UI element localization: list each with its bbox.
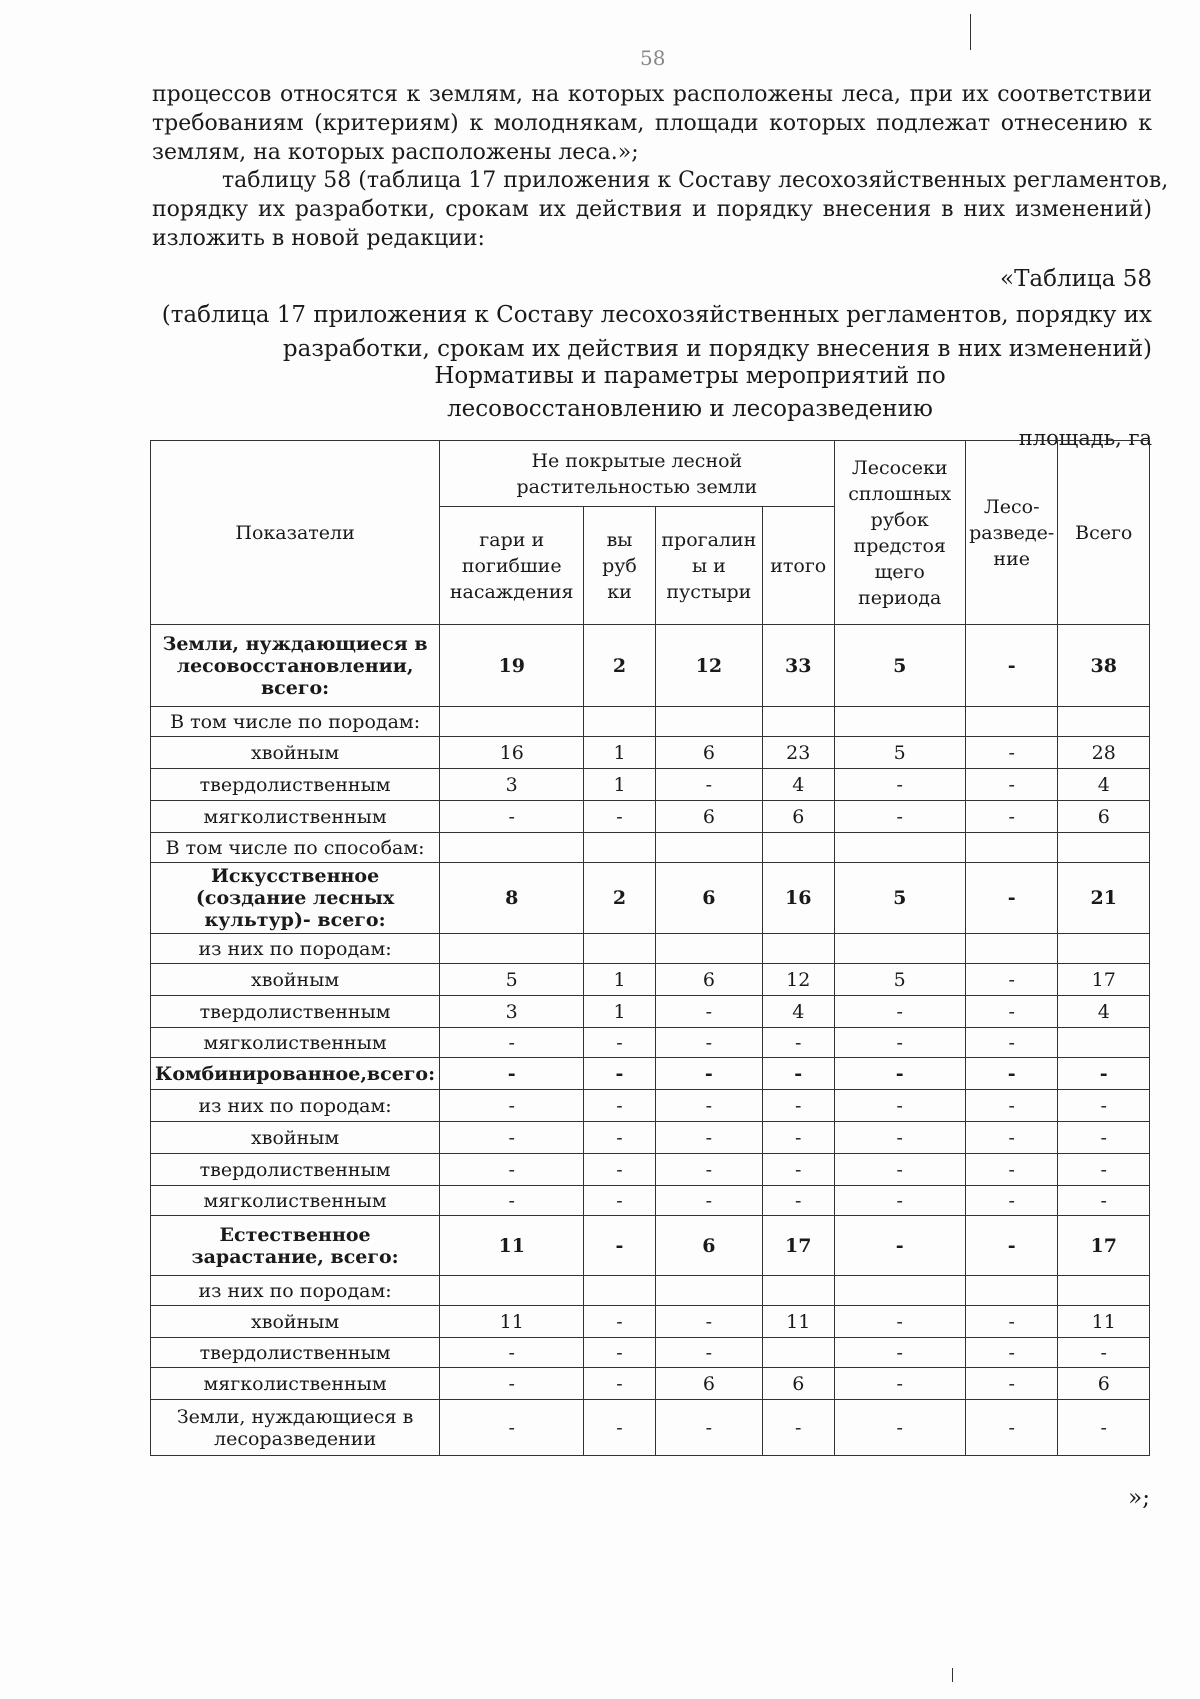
table-cell: - (1058, 1186, 1150, 1216)
table-row (151, 1216, 1150, 1276)
table-cell: - (655, 769, 762, 801)
table-cell: - (440, 1186, 584, 1216)
table-cell: - (440, 1400, 584, 1456)
table-cell: 6 (1058, 1368, 1150, 1400)
table-cell (965, 1276, 1058, 1306)
row-label: из них по породам: (151, 1276, 440, 1306)
table-cell: 6 (655, 801, 762, 833)
table-row (151, 1028, 1150, 1058)
table-cell: - (584, 1058, 656, 1090)
table-cell (655, 934, 762, 964)
table-cell: - (965, 1090, 1058, 1122)
table-cell: - (655, 1122, 762, 1154)
table-cell: - (965, 1216, 1058, 1276)
intro-paragraph (152, 80, 1152, 167)
units-label: площадь, га (1018, 426, 1152, 450)
table-cell: - (440, 1338, 584, 1368)
table-cell: - (584, 1368, 656, 1400)
table-cell (834, 934, 965, 964)
scan-mark-bottom (952, 1668, 953, 1682)
table-cell: 3 (440, 996, 584, 1028)
table-row (151, 863, 1150, 934)
table-cell: 5 (834, 737, 965, 769)
subcaption-line: разработки, срокам их действия и порядку внесения в них изменений) (282, 336, 1152, 362)
table-cell: - (1058, 1400, 1150, 1456)
table-cell: 6 (655, 964, 762, 996)
table-cell: 11 (762, 1306, 834, 1338)
row-label: В том числе по породам: (151, 707, 440, 737)
table-cell: - (965, 1400, 1058, 1456)
table-cell: 17 (762, 1216, 834, 1276)
table-cell: - (584, 1216, 656, 1276)
closing-quote: »; (1128, 1485, 1150, 1511)
table-cell: - (762, 1090, 834, 1122)
table-cell: 28 (1058, 737, 1150, 769)
header-cutovers: вы руб ки (584, 507, 656, 625)
table-cell: 38 (1058, 625, 1150, 707)
table-cell (762, 707, 834, 737)
table-cell: 1 (584, 769, 656, 801)
table-cell: 12 (762, 964, 834, 996)
table-cell: 1 (584, 737, 656, 769)
instruction-line: изложить в новой редакции: (152, 226, 485, 251)
header-glades: прогалин ы и пустыри (655, 507, 762, 625)
instruction-line: таблицу 58 (таблица 17 приложения к Составу лесохозяйственных регламентов, (222, 168, 1169, 193)
table-cell: - (762, 1400, 834, 1456)
table-cell: - (440, 801, 584, 833)
table-cell: - (834, 1216, 965, 1276)
table-cell: - (440, 1028, 584, 1058)
table-cell: - (584, 1154, 656, 1186)
row-label: мягколиственным (151, 1028, 440, 1058)
table-cell (655, 707, 762, 737)
table-cell: - (834, 1400, 965, 1456)
table-cell (834, 1276, 965, 1306)
table-cell (584, 707, 656, 737)
row-label: Искусственное (создание лесных культур)- всего: (151, 863, 440, 934)
table-row (151, 1090, 1150, 1122)
row-label: Естественное зарастание, всего: (151, 1216, 440, 1276)
table-cell (762, 1276, 834, 1306)
table-cell: 16 (762, 863, 834, 934)
table-cell: - (965, 801, 1058, 833)
table-cell: - (655, 996, 762, 1028)
table-cell: - (834, 1154, 965, 1186)
table-cell: - (834, 1306, 965, 1338)
table-row (151, 1058, 1150, 1090)
table-cell: 11 (1058, 1306, 1150, 1338)
row-label: твердолиственным (151, 996, 440, 1028)
table-row (151, 801, 1150, 833)
table-cell: 6 (655, 737, 762, 769)
table-cell: - (584, 1122, 656, 1154)
row-label: хвойным (151, 1122, 440, 1154)
table-cell: - (834, 1368, 965, 1400)
table-cell: - (440, 1122, 584, 1154)
intro-line: процессов относятся к землям, на которых расположены леса, при их соответствии (152, 82, 1152, 107)
row-label: Комбинированное,всего: (151, 1058, 440, 1090)
table-cell (965, 707, 1058, 737)
table-cell: 11 (440, 1306, 584, 1338)
table-row (151, 1154, 1150, 1186)
table-cell: - (965, 1028, 1058, 1058)
table-cell: 6 (655, 1368, 762, 1400)
table-cell (1058, 934, 1150, 964)
table-cell: 17 (1058, 1216, 1150, 1276)
table-cell: - (762, 1028, 834, 1058)
table-cell: - (965, 625, 1058, 707)
table-row (151, 1186, 1150, 1216)
table-cell (440, 833, 584, 863)
header-afforestation: Лесо- разведе- ние (965, 441, 1058, 625)
table-cell (440, 934, 584, 964)
table-cell: 6 (762, 1368, 834, 1400)
table-cell: - (655, 1306, 762, 1338)
table-body (151, 625, 1150, 1456)
table-cell: 5 (834, 625, 965, 707)
row-label: твердолиственным (151, 1154, 440, 1186)
table-cell: - (965, 1338, 1058, 1368)
scan-mark-top (970, 14, 971, 50)
table-cell (1058, 833, 1150, 863)
table-cell: 8 (440, 863, 584, 934)
table-cell: - (834, 1186, 965, 1216)
header-indicators: Показатели (151, 441, 440, 625)
row-label: мягколиственным (151, 1368, 440, 1400)
table-row (151, 737, 1150, 769)
intro-line: требованиям (критериям) к молоднякам, площади которых подлежат отнесению к (152, 111, 1152, 136)
table-cell: - (965, 1058, 1058, 1090)
table-cell (965, 833, 1058, 863)
table-title (400, 360, 980, 426)
table-cell (762, 934, 834, 964)
table-cell: - (655, 1058, 762, 1090)
table-cell (440, 707, 584, 737)
table-cell: - (655, 1186, 762, 1216)
table-cell: 33 (762, 625, 834, 707)
header-burnt: гари и погибшие насаждения (440, 507, 584, 625)
page-number: 58 (640, 46, 666, 70)
table-cell: 5 (440, 964, 584, 996)
table-cell (584, 833, 656, 863)
table-cell: 1 (584, 996, 656, 1028)
row-label: хвойным (151, 964, 440, 996)
table-row (151, 707, 1150, 737)
table-cell: 6 (1058, 801, 1150, 833)
row-label: мягколиственным (151, 801, 440, 833)
table-cell: - (584, 1090, 656, 1122)
table-cell: - (762, 1186, 834, 1216)
table-cell: 6 (762, 801, 834, 833)
table-cell: - (834, 1090, 965, 1122)
table-cell (1058, 707, 1150, 737)
table-cell: - (655, 1400, 762, 1456)
table-cell: 6 (655, 863, 762, 934)
instruction-paragraph (152, 166, 1169, 253)
table-cell: - (1058, 1154, 1150, 1186)
table-caption: «Таблица 58 (1000, 266, 1152, 292)
table-cell (834, 833, 965, 863)
table-row (151, 1276, 1150, 1306)
header-not-covered: Не покрытые лесной растительностью земли (440, 441, 834, 507)
table-cell: 19 (440, 625, 584, 707)
row-label: твердолиственным (151, 769, 440, 801)
table-subcaption (162, 298, 1152, 366)
row-label: хвойным (151, 1306, 440, 1338)
table-cell: 5 (834, 964, 965, 996)
row-label: твердолиственным (151, 1338, 440, 1368)
table-row (151, 1338, 1150, 1368)
table-cell: - (584, 1400, 656, 1456)
intro-line: землям, на которых расположены леса.»; (152, 140, 639, 165)
row-label: В том числе по способам: (151, 833, 440, 863)
table-cell: - (965, 1368, 1058, 1400)
table-cell: - (1058, 1122, 1150, 1154)
header-total: Всего (1058, 441, 1150, 625)
table-row (151, 769, 1150, 801)
table-cell: 2 (584, 863, 656, 934)
table-cell: - (655, 1028, 762, 1058)
table-cell: - (440, 1368, 584, 1400)
table-cell (655, 833, 762, 863)
table-row (151, 625, 1150, 707)
table-cell: 12 (655, 625, 762, 707)
table-row (151, 833, 1150, 863)
table-cell (1058, 1276, 1150, 1306)
table-row (151, 1306, 1150, 1338)
table-cell: - (762, 1154, 834, 1186)
table-cell: 23 (762, 737, 834, 769)
table-row (151, 1400, 1150, 1456)
table-cell: - (1058, 1090, 1150, 1122)
regulation-table (150, 440, 1150, 1456)
table-cell: - (834, 1338, 965, 1368)
table-cell: - (440, 1090, 584, 1122)
table-cell: 4 (1058, 769, 1150, 801)
table-cell: - (1058, 1338, 1150, 1368)
table-cell: - (965, 1122, 1058, 1154)
table-cell: - (965, 1306, 1058, 1338)
row-label: мягколиственным (151, 1186, 440, 1216)
table-cell: - (965, 996, 1058, 1028)
table-cell: - (762, 1122, 834, 1154)
table-cell: - (965, 863, 1058, 934)
table-cell: - (834, 801, 965, 833)
table-cell: - (834, 1028, 965, 1058)
table-cell: - (834, 996, 965, 1028)
table-cell (1058, 1028, 1150, 1058)
table-cell: - (834, 769, 965, 801)
table-cell: 5 (834, 863, 965, 934)
table-title-line: Нормативы и параметры мероприятий по (434, 363, 946, 389)
table-cell: 11 (440, 1216, 584, 1276)
row-label: из них по породам: (151, 1090, 440, 1122)
table-cell (834, 707, 965, 737)
table-cell: 4 (762, 996, 834, 1028)
table-title-line: лесовосстановлению и лесоразведению (447, 396, 933, 422)
table-cell: 21 (1058, 863, 1150, 934)
table-row (151, 1368, 1150, 1400)
table-cell: - (584, 801, 656, 833)
instruction-line: порядку их разработки, срокам их действия и порядку внесения в них изменений) (152, 197, 1152, 222)
table-cell: - (584, 1028, 656, 1058)
table-cell: 4 (1058, 996, 1150, 1028)
table-row (151, 996, 1150, 1028)
table-row (151, 964, 1150, 996)
table-cell (584, 1276, 656, 1306)
row-label: Земли, нуждающиеся в лесовосстановлении, всего: (151, 625, 440, 707)
row-label: Земли, нуждающиеся в лесоразведении (151, 1400, 440, 1456)
table-cell: 1 (584, 964, 656, 996)
row-label: хвойным (151, 737, 440, 769)
table-cell (965, 934, 1058, 964)
table-cell: - (440, 1058, 584, 1090)
table-cell (762, 833, 834, 863)
table-cell: 17 (1058, 964, 1150, 996)
table-cell: - (965, 737, 1058, 769)
table-cell: 3 (440, 769, 584, 801)
table-cell: - (834, 1122, 965, 1154)
header-clearcut: Лесосеки сплошных рубок предстоя щего периода (834, 441, 965, 625)
table-cell (762, 1338, 834, 1368)
table-cell: - (655, 1090, 762, 1122)
table-cell: - (834, 1058, 965, 1090)
table-cell: - (762, 1058, 834, 1090)
table-cell: 4 (762, 769, 834, 801)
table-cell (440, 1276, 584, 1306)
table-cell (655, 1276, 762, 1306)
table-cell: - (1058, 1058, 1150, 1090)
table-cell: - (965, 964, 1058, 996)
table-cell: - (584, 1306, 656, 1338)
table-cell: - (584, 1338, 656, 1368)
row-label: из них по породам: (151, 934, 440, 964)
table-cell: 16 (440, 737, 584, 769)
table-cell: 2 (584, 625, 656, 707)
table-cell: - (965, 1186, 1058, 1216)
table-cell: - (965, 769, 1058, 801)
header-subtotal: итого (762, 507, 834, 625)
subcaption-line: (таблица 17 приложения к Составу лесохозяйственных регламентов, порядку их (161, 302, 1152, 328)
table-cell: - (655, 1154, 762, 1186)
table-cell: 6 (655, 1216, 762, 1276)
table-row (151, 934, 1150, 964)
table-cell: - (655, 1338, 762, 1368)
table-row (151, 1122, 1150, 1154)
table-cell: - (440, 1154, 584, 1186)
table-cell: - (584, 1186, 656, 1216)
table-cell (584, 934, 656, 964)
table-cell: - (965, 1154, 1058, 1186)
